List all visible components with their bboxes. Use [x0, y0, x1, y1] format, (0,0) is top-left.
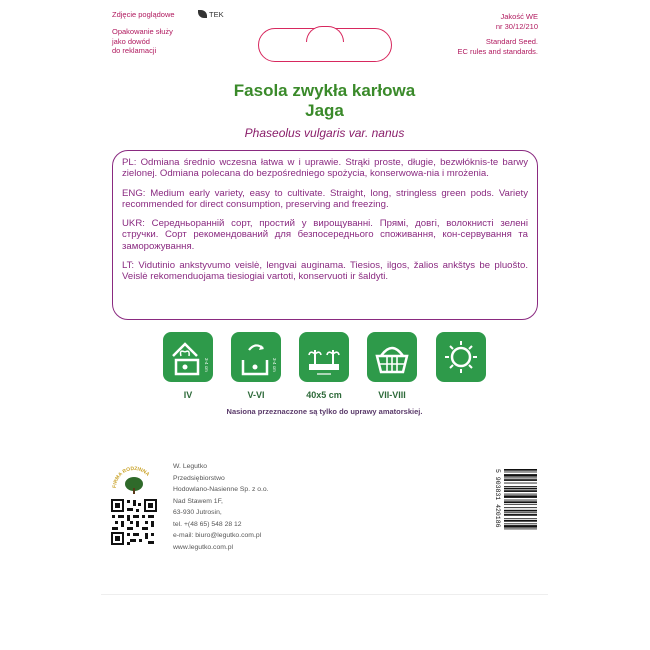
company-name: W. Legutko	[173, 463, 208, 470]
product-name: Fasola zwykła karłowa	[233, 81, 416, 100]
barcode-bar	[504, 520, 537, 522]
photo-note: Zdjęcie poglądowe	[112, 10, 175, 19]
barcode-bar	[504, 483, 537, 484]
company-phone: tel. +(48 65) 548 28 12	[173, 520, 242, 528]
barcode-bar	[504, 490, 537, 492]
variety-name: Jaga	[305, 101, 344, 120]
barcode-bar	[504, 479, 537, 481]
packaging-note-3: do reklamacji	[112, 46, 157, 55]
barcode-bar	[504, 472, 537, 473]
qr-code	[110, 498, 158, 546]
latin-name: Phaseolus vulgaris var. nanus	[244, 126, 405, 140]
barcode-bar	[504, 474, 537, 477]
barcode-bar	[504, 494, 537, 495]
packaging-note-1: Opakowanie służy	[112, 27, 173, 36]
barcode-bar	[504, 486, 537, 487]
leaf-icon	[198, 10, 207, 18]
barcode-bar	[504, 504, 537, 505]
description-ukr: UKR: Середньоранній сорт, простий у вирощуванні. Прямі, довгі, волокнисті зелені стручки. Сорт рекомендований для безпосереднього споживання, кон-сервування та заморожування.	[122, 218, 528, 252]
company-line-3: Hodowlano-Nasienne Sp. z o.o.	[173, 486, 269, 493]
barcode-bar	[504, 525, 537, 528]
description-pl: PL: Odmiana średnio wczesna łatwa w i uprawie. Strąki proste, długie, bezwłóknis-te barwy zielonej. Odmiana polecana do bezpośredniego spożycia, konserwowa-nia i mrożenia.	[122, 157, 528, 180]
description-lt: LT: Vidutinio ankstyvumo veislė, lengvai auginama. Tiesios, ilgos, žalios ankštys be pluošto. Veislė rekomenduojama tiesiogiai vartoti, konservuoti ir šaldyti.	[122, 260, 528, 283]
harvest-month-label: VII-VIII	[378, 390, 406, 400]
open-ground-sowing-icon	[231, 332, 281, 382]
barcode-bar	[504, 469, 537, 471]
depth-label: 3-4 cm	[204, 358, 209, 372]
greenhouse-sowing-icon	[163, 332, 213, 382]
barcode-bar	[504, 500, 537, 501]
quality-line-1: Jakość WE	[500, 12, 538, 21]
family-company-logo	[110, 462, 158, 496]
barcode-bar	[504, 512, 537, 513]
planting-month-label: V-VI	[247, 390, 265, 400]
barcode-bar	[504, 518, 537, 519]
harvest-basket-icon	[367, 332, 417, 382]
barcode-bar	[504, 478, 537, 479]
packaging-note-2: jako dowód	[112, 36, 150, 46]
logo-text: FIRMA RODZINNA	[111, 465, 151, 489]
company-line-2: Przedsiębiorstwo	[173, 474, 225, 482]
company-city: 63-930 Jutrosin,	[173, 509, 222, 516]
spacing-label: 40x5 cm	[306, 390, 342, 400]
tek-mark	[198, 10, 224, 19]
company-email: e-mail: biuro@legutko.com.pl	[173, 532, 262, 539]
amateur-use-note: Nasiona przeznaczone są tylko do uprawy amatorskiej.	[226, 407, 423, 416]
barcode	[492, 467, 538, 545]
barcode-bar	[504, 510, 537, 512]
barcode-bar	[504, 529, 537, 530]
barcode-bar	[504, 495, 537, 498]
standard-line-1: Standard Seed.	[485, 37, 538, 46]
sowing-month-label: IV	[183, 390, 193, 400]
tek-label: TEK	[209, 10, 224, 19]
spacing-icon	[299, 332, 349, 382]
barcode-bar	[504, 523, 537, 524]
depth-label: 3-4 cm	[272, 358, 277, 372]
barcode-bar	[504, 488, 537, 490]
divider	[101, 594, 548, 595]
description-box	[112, 150, 538, 320]
barcode-number: 5 903831 420186	[494, 469, 501, 528]
barcode-bar	[504, 507, 537, 508]
company-website: www.legutko.com.pl	[173, 543, 234, 551]
company-street: Nad Stawem 1F,	[173, 497, 223, 505]
sun-icon	[436, 332, 486, 382]
description-eng: ENG: Medium early variety, easy to cultivate. Straight, long, stringless green pods. Variety recommended for direct consumption, preserving and freezing.	[122, 187, 528, 210]
standard-line-2: EC rules and standards.	[457, 46, 538, 56]
barcode-bar	[504, 501, 537, 503]
barcode-bar	[504, 514, 537, 516]
quality-line-2: nr 30/12/210	[495, 21, 538, 31]
